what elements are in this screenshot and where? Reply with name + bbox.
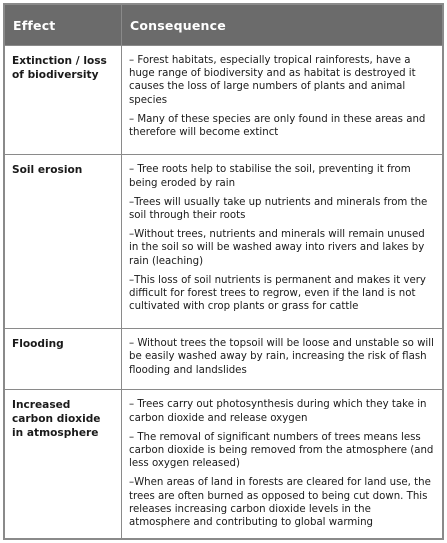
consequence-point: – Without trees the topsoil will be loose and unstable so will be easily washed away by rain, increasing the risk of flash flooding and landslides bbox=[129, 338, 434, 376]
consequence-point: – The removal of significant numbers of trees means less carbon dioxide is being removed from the atmosphere (and less oxygen released) bbox=[129, 431, 434, 470]
consequence-cell bbox=[122, 155, 443, 329]
column-header-consequence: Consequence bbox=[122, 5, 443, 46]
table-row bbox=[5, 390, 443, 539]
consequence-point: – Forest habitats, especially tropical rainforests, have a huge range of biodiversity and as habitat is destroyed it causes the loss of large numbers of plants and animal species bbox=[129, 55, 416, 106]
effect-label: Increased carbon dioxide in atmosphere bbox=[12, 399, 101, 440]
effects-table bbox=[4, 4, 443, 539]
effect-cell bbox=[5, 46, 122, 155]
effect-label: Flooding bbox=[12, 338, 64, 351]
table-row bbox=[5, 155, 443, 329]
column-header-effect: Effect bbox=[5, 5, 122, 46]
consequence-cell bbox=[122, 390, 443, 539]
effect-cell bbox=[5, 329, 122, 390]
effect-label: Soil erosion bbox=[12, 164, 83, 177]
effects-table-container bbox=[3, 3, 444, 540]
consequence-point: – Tree roots help to stabilise the soil, preventing it from being eroded by rain bbox=[129, 164, 411, 189]
effect-cell bbox=[5, 390, 122, 539]
consequence-point: –Without trees, nutrients and minerals will remain unused in the soil so will be washed away into rivers and lakes by rain (leaching) bbox=[129, 229, 425, 267]
consequence-point: –When areas of land in forests are cleared for land use, the trees are often burned as opposed to being cut down. This releases increasing carbon dioxide levels in the atmosphere and contributing to global warming bbox=[129, 477, 431, 528]
table-row bbox=[5, 46, 443, 155]
effect-cell bbox=[5, 155, 122, 329]
consequence-cell bbox=[122, 329, 443, 390]
consequence-point: –Trees will usually take up nutrients and minerals from the soil through their roots bbox=[129, 196, 428, 222]
table-header-row bbox=[5, 5, 443, 46]
consequence-cell bbox=[122, 46, 443, 155]
table-row bbox=[5, 329, 443, 390]
effect-label: Extinction / loss of biodiversity bbox=[12, 55, 107, 81]
consequence-point: – Many of these species are only found in these areas and therefore will become extinct bbox=[129, 113, 426, 139]
consequence-point: – Trees carry out photosynthesis during which they take in carbon dioxide and release oxygen bbox=[129, 399, 427, 424]
consequence-point: –This loss of soil nutrients is permanent and makes it very difficult for forest trees to regrow, even if the land is not cultivated with crop plants or grass for cattle bbox=[129, 274, 426, 313]
